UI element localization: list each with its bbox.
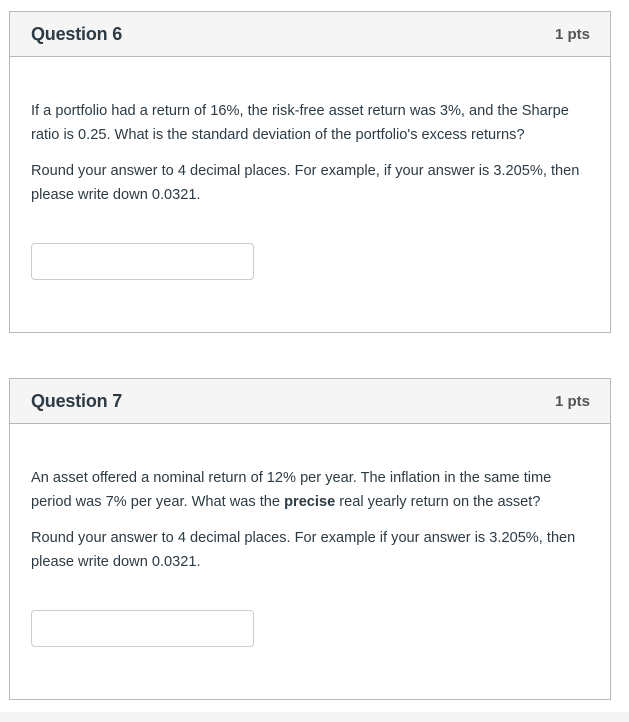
- question-points: 1 pts: [554, 392, 590, 410]
- question-header: [10, 379, 610, 424]
- question-instruction: Round your answer to 4 decimal places. For example, if your answer is 3.205%, then please write down 0.0321.: [31, 163, 580, 203]
- question-7-card: [9, 378, 611, 700]
- page-footer-area: [0, 712, 629, 722]
- question-text-bold: precise: [284, 494, 336, 510]
- question-header: [10, 12, 610, 57]
- question-text-part: real yearly return on the asset?: [335, 494, 541, 510]
- question-text-part: An asset offered a nominal return of 12% per year. The inflation in the same time period was 7% per year. What was the: [31, 470, 552, 510]
- answer-input[interactable]: [31, 243, 254, 280]
- answer-input[interactable]: [31, 610, 254, 647]
- question-text: [31, 466, 590, 514]
- question-title: Question 7: [31, 390, 123, 411]
- question-points: 1 pts: [554, 25, 590, 43]
- question-6-card: [9, 11, 611, 333]
- question-title: Question 6: [31, 23, 123, 44]
- question-text: If a portfolio had a return of 16%, the risk-free asset return was 3%, and the Sharpe ratio is 0.25. What is the standard deviation of the portfolio's excess returns?: [31, 103, 569, 143]
- question-instruction: Round your answer to 4 decimal places. For example if your answer is 3.205%, then please write down 0.0321.: [31, 530, 576, 570]
